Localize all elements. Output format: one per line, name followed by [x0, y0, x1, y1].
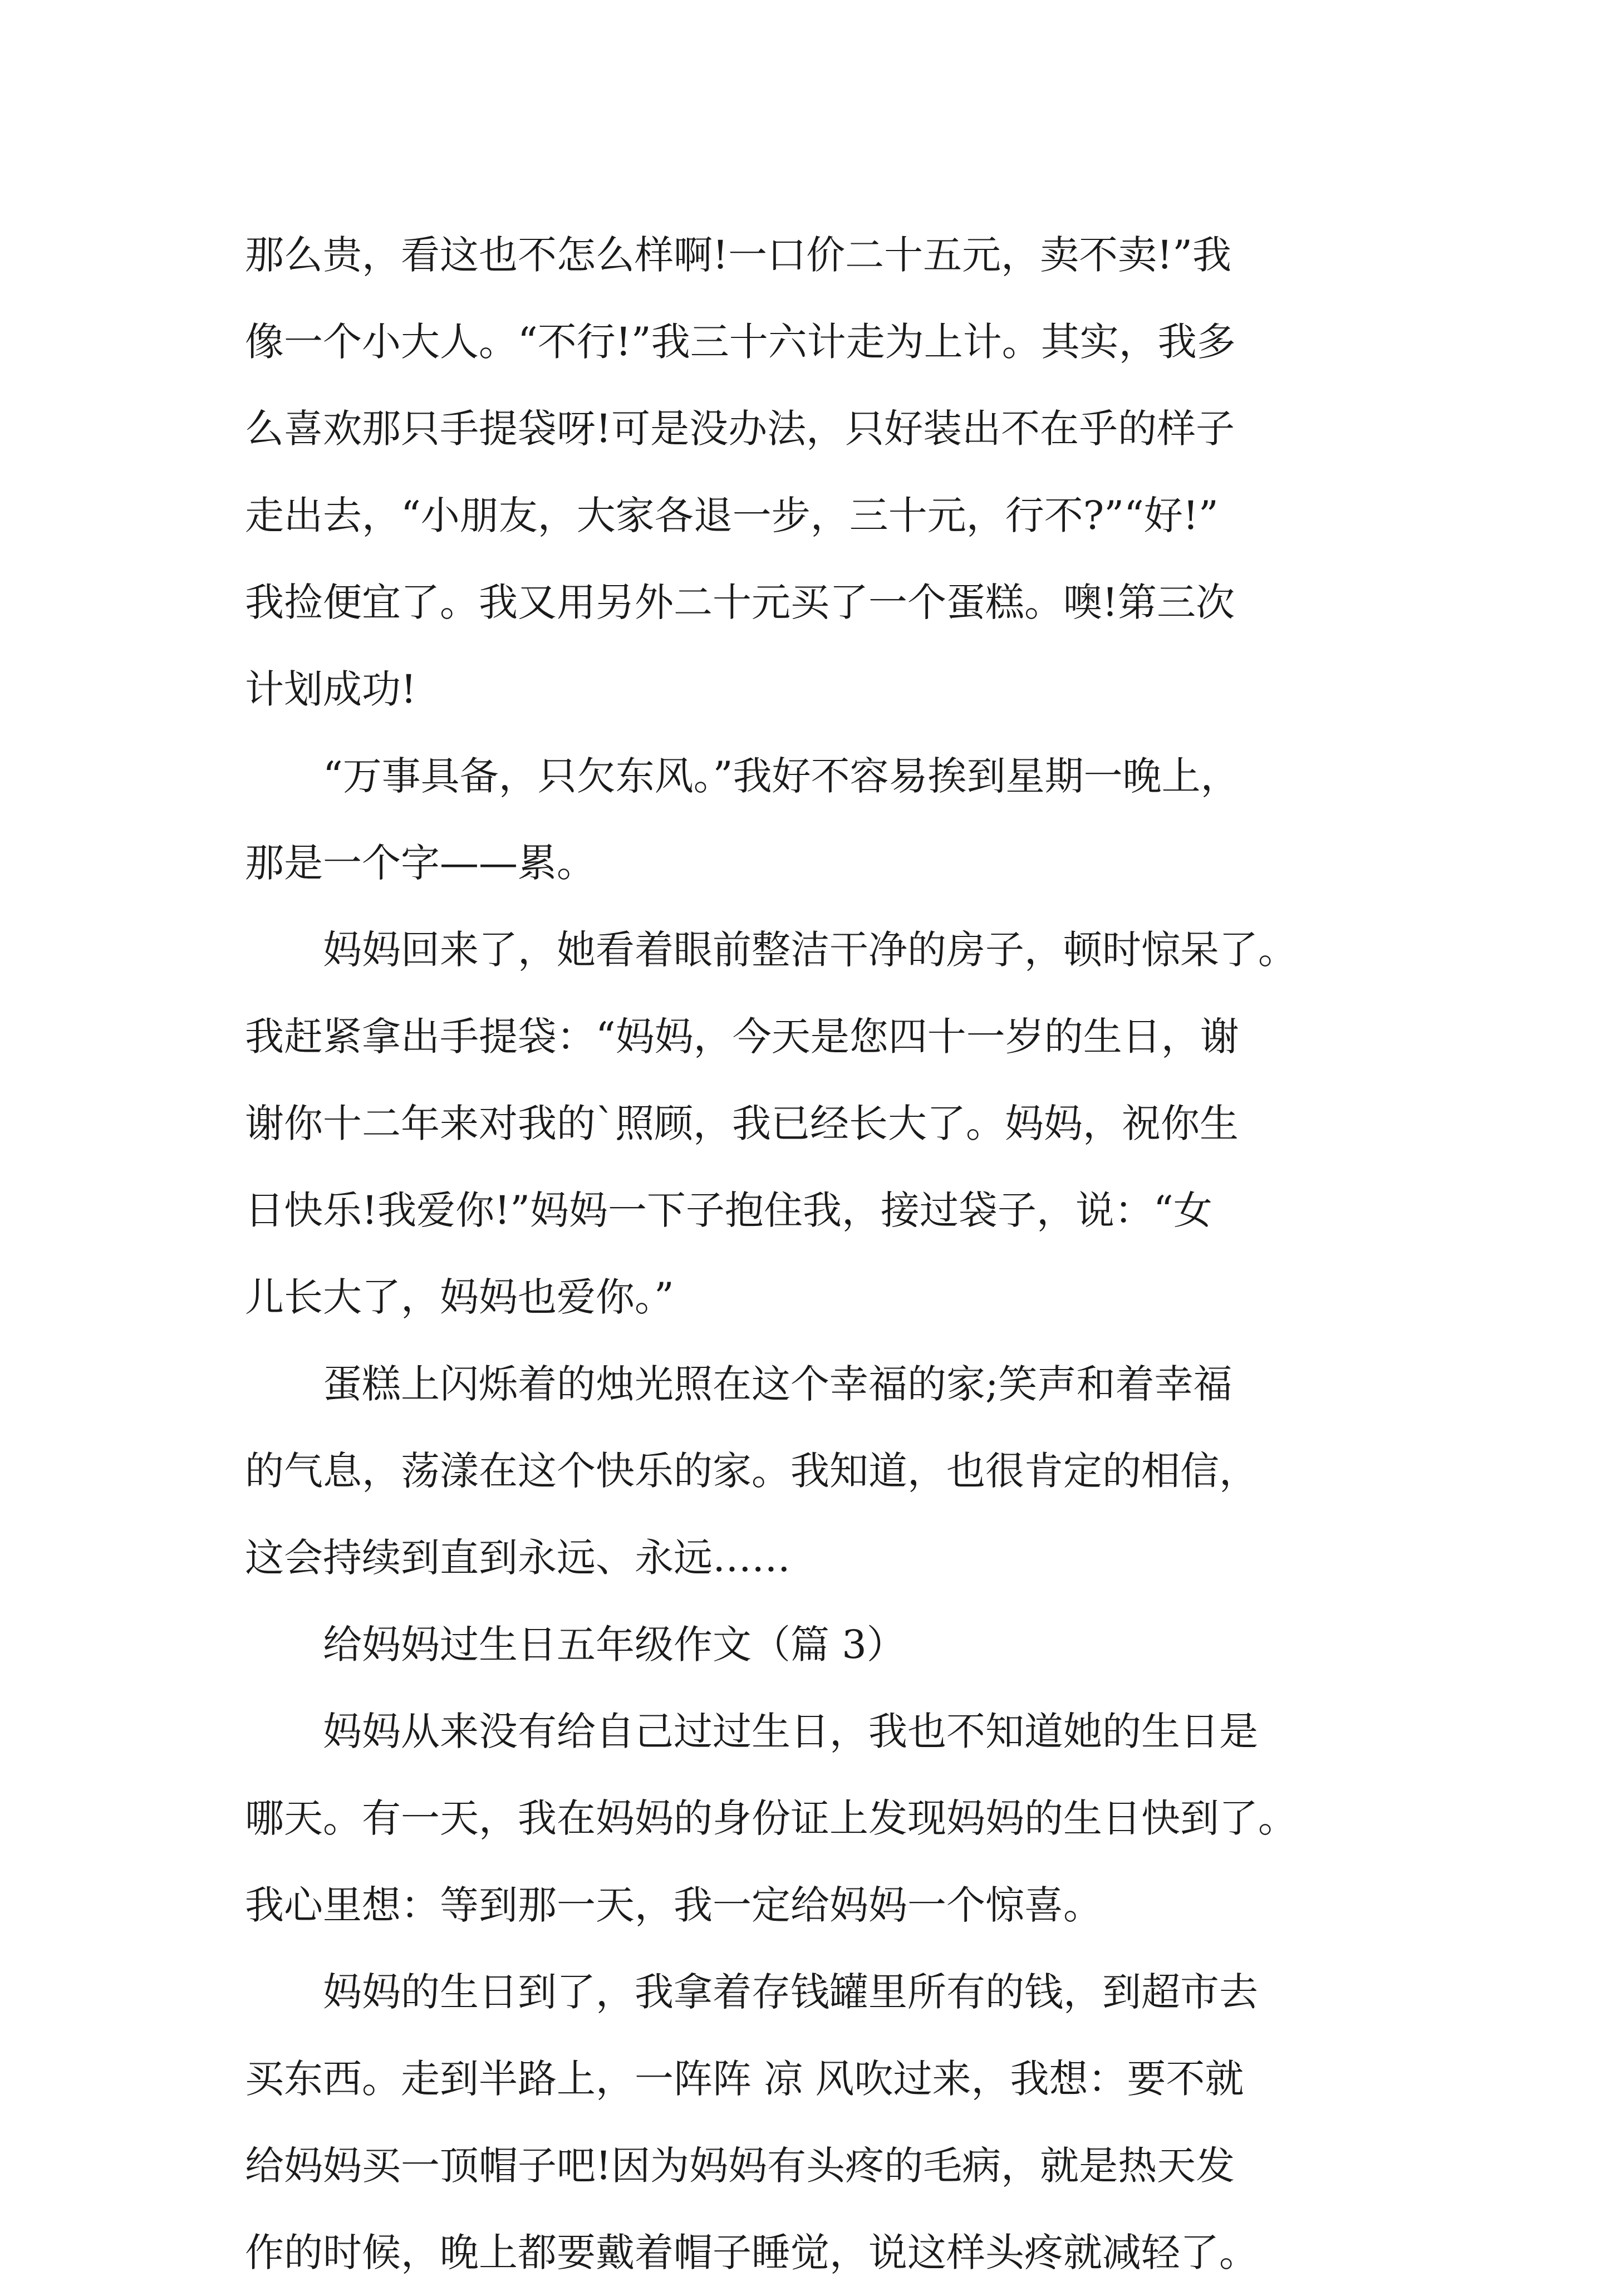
paragraph-first-line: “万事具备，只欠东风。”我好不容易挨到星期一晚上，: [323, 753, 1240, 799]
section-heading: 给妈妈过生日五年级作文（篇 3）: [323, 1622, 906, 1667]
paragraph-first-line: 妈妈的生日到了，我拿着存钱罐里所有的钱，到超市去: [323, 1969, 1258, 2015]
essay-body: [245, 212, 1386, 2296]
text-line: 日快乐!我爱你!”妈妈一下子抱住我，接过袋子，说：“女: [245, 1188, 1212, 1233]
text-line: 么喜欢那只手提袋呀!可是没办法，只好装出不在乎的样子: [245, 406, 1235, 452]
text-line: 哪天。有一天，我在妈妈的身份证上发现妈妈的生日快到了。: [245, 1795, 1297, 1841]
text-line: 这会持续到直到永远、永远……: [245, 1535, 790, 1581]
paragraph-first-line: 蛋糕上闪烁着的烛光照在这个幸福的家;笑声和着幸福: [323, 1361, 1232, 1407]
text-line: 我赶紧拿出手提袋：“妈妈，今天是您四十一岁的生日，谢: [245, 1014, 1239, 1059]
text-line: 给妈妈买一顶帽子吧!因为妈妈有头疼的毛病，就是热天发: [245, 2143, 1235, 2189]
text-line: 作的时候，晚上都要戴着帽子睡觉，说这样头疼就减轻了。: [245, 2230, 1258, 2275]
text-line: 谢你十二年来对我的`照顾，我已经长大了。妈妈，祝你生: [245, 1101, 1239, 1146]
text-line: 计划成功!: [245, 666, 417, 712]
text-line: 那是一个字——累。: [245, 840, 596, 886]
paragraph-first-line: 妈妈回来了，她看着眼前整洁干净的房子，顿时惊呆了。: [323, 927, 1297, 973]
text-line: 我心里想：等到那一天，我一定给妈妈一个惊喜。: [245, 1882, 1102, 1928]
text-line: 的气息，荡漾在这个快乐的家。我知道，也很肯定的相信，: [245, 1448, 1258, 1494]
text-line: 儿长大了，妈妈也爱你。”: [245, 1274, 674, 1320]
paragraph-first-line: 妈妈从来没有给自己过过生日，我也不知道她的生日是: [323, 1709, 1258, 1754]
text-line: 像一个小大人。“不行!”我三十六计走为上计。其实，我多: [245, 319, 1236, 365]
text-line: 走出去，“小朋友，大家各退一步，三十元，行不?”“好!”: [245, 493, 1219, 538]
text-line: 那么贵，看这也不怎么样啊!一口价二十五元，卖不卖!”我: [245, 232, 1232, 278]
text-line: 买东西。走到半路上，一阵阵 凉 风吹过来，我想：要不就: [245, 2056, 1244, 2102]
text-line: 我捡便宜了。我又用另外二十元买了一个蛋糕。噢!第三次: [245, 580, 1235, 625]
